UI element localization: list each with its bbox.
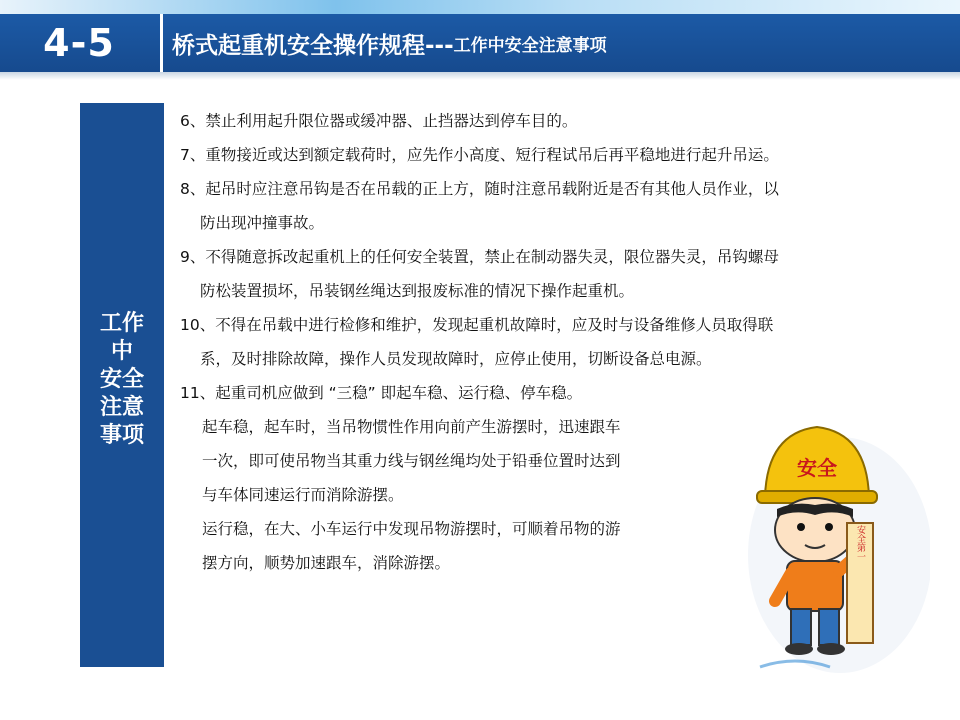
side-label-line: 工作 [99,311,144,336]
side-label-line: 注意 [99,395,144,420]
section-number: 4-5 [43,21,115,65]
side-label-line: 事项 [99,423,144,448]
safety-worker-illustration [735,405,930,675]
header-shadow [0,72,960,80]
rule-item-9-cont: 防松装置损坏，吊装钢丝绳达到报废标准的情况下操作起重机。 [200,282,635,300]
page-title-main: 桥式起重机安全操作规程--- [172,32,454,59]
top-decorative-band [0,0,960,14]
rule-item-10: 10、不得在吊载中进行检修和维护，发现起重机故障时，应及时与设备维修人员取得联 [180,316,774,334]
header-divider [160,14,163,72]
start-stable-line: 一次，即可使吊物当其重力线与钢丝绳均处于铅垂位置时达到 [202,452,621,470]
side-label-line: 安全 [99,367,144,392]
rule-item-9: 9、不得随意拆改起重机上的任何安全装置，禁止在制动器失灵，限位器失灵，吊钩螺母 [180,248,779,266]
side-label-line: 中 [110,339,133,364]
start-stable-line: 起车稳，起车时，当吊物惯性作用向前产生游摆时，迅速跟车 [202,418,621,436]
start-stable-line: 与车体同速运行而消除游摆。 [202,486,404,504]
rule-item-8-cont: 防出现冲撞事故。 [200,214,325,232]
rule-item-11: 11、起重司机应做到 “三稳” 即起车稳、运行稳、停车稳。 [180,384,583,402]
page-title-sub: 工作中安全注意事项 [453,35,607,56]
run-stable-line: 运行稳，在大、小车运行中发现吊物游摆时，可顺着吊物的游 [202,520,621,538]
run-stable-line: 摆方向，顺势加速跟车，消除游摆。 [202,554,451,572]
rule-item-7: 7、重物接近或达到额定载荷时，应先作小高度、短行程试吊后再平稳地进行起升吊运。 [180,146,779,164]
side-label [80,310,164,450]
rule-item-10-cont: 系，及时排除故障，操作人员发现故障时，应停止使用，切断设备总电源。 [200,350,712,368]
rule-item-8: 8、起吊时应注意吊钩是否在吊载的正上方，随时注意吊载附近是否有其他人员作业，以 [180,180,779,198]
helmet-text: 安全 [797,456,837,480]
sign-text: 安全第一 [855,525,865,561]
page-title [172,14,607,72]
rule-item-6: 6、禁止利用起升限位器或缓冲器、止挡器达到停车目的。 [180,112,578,130]
